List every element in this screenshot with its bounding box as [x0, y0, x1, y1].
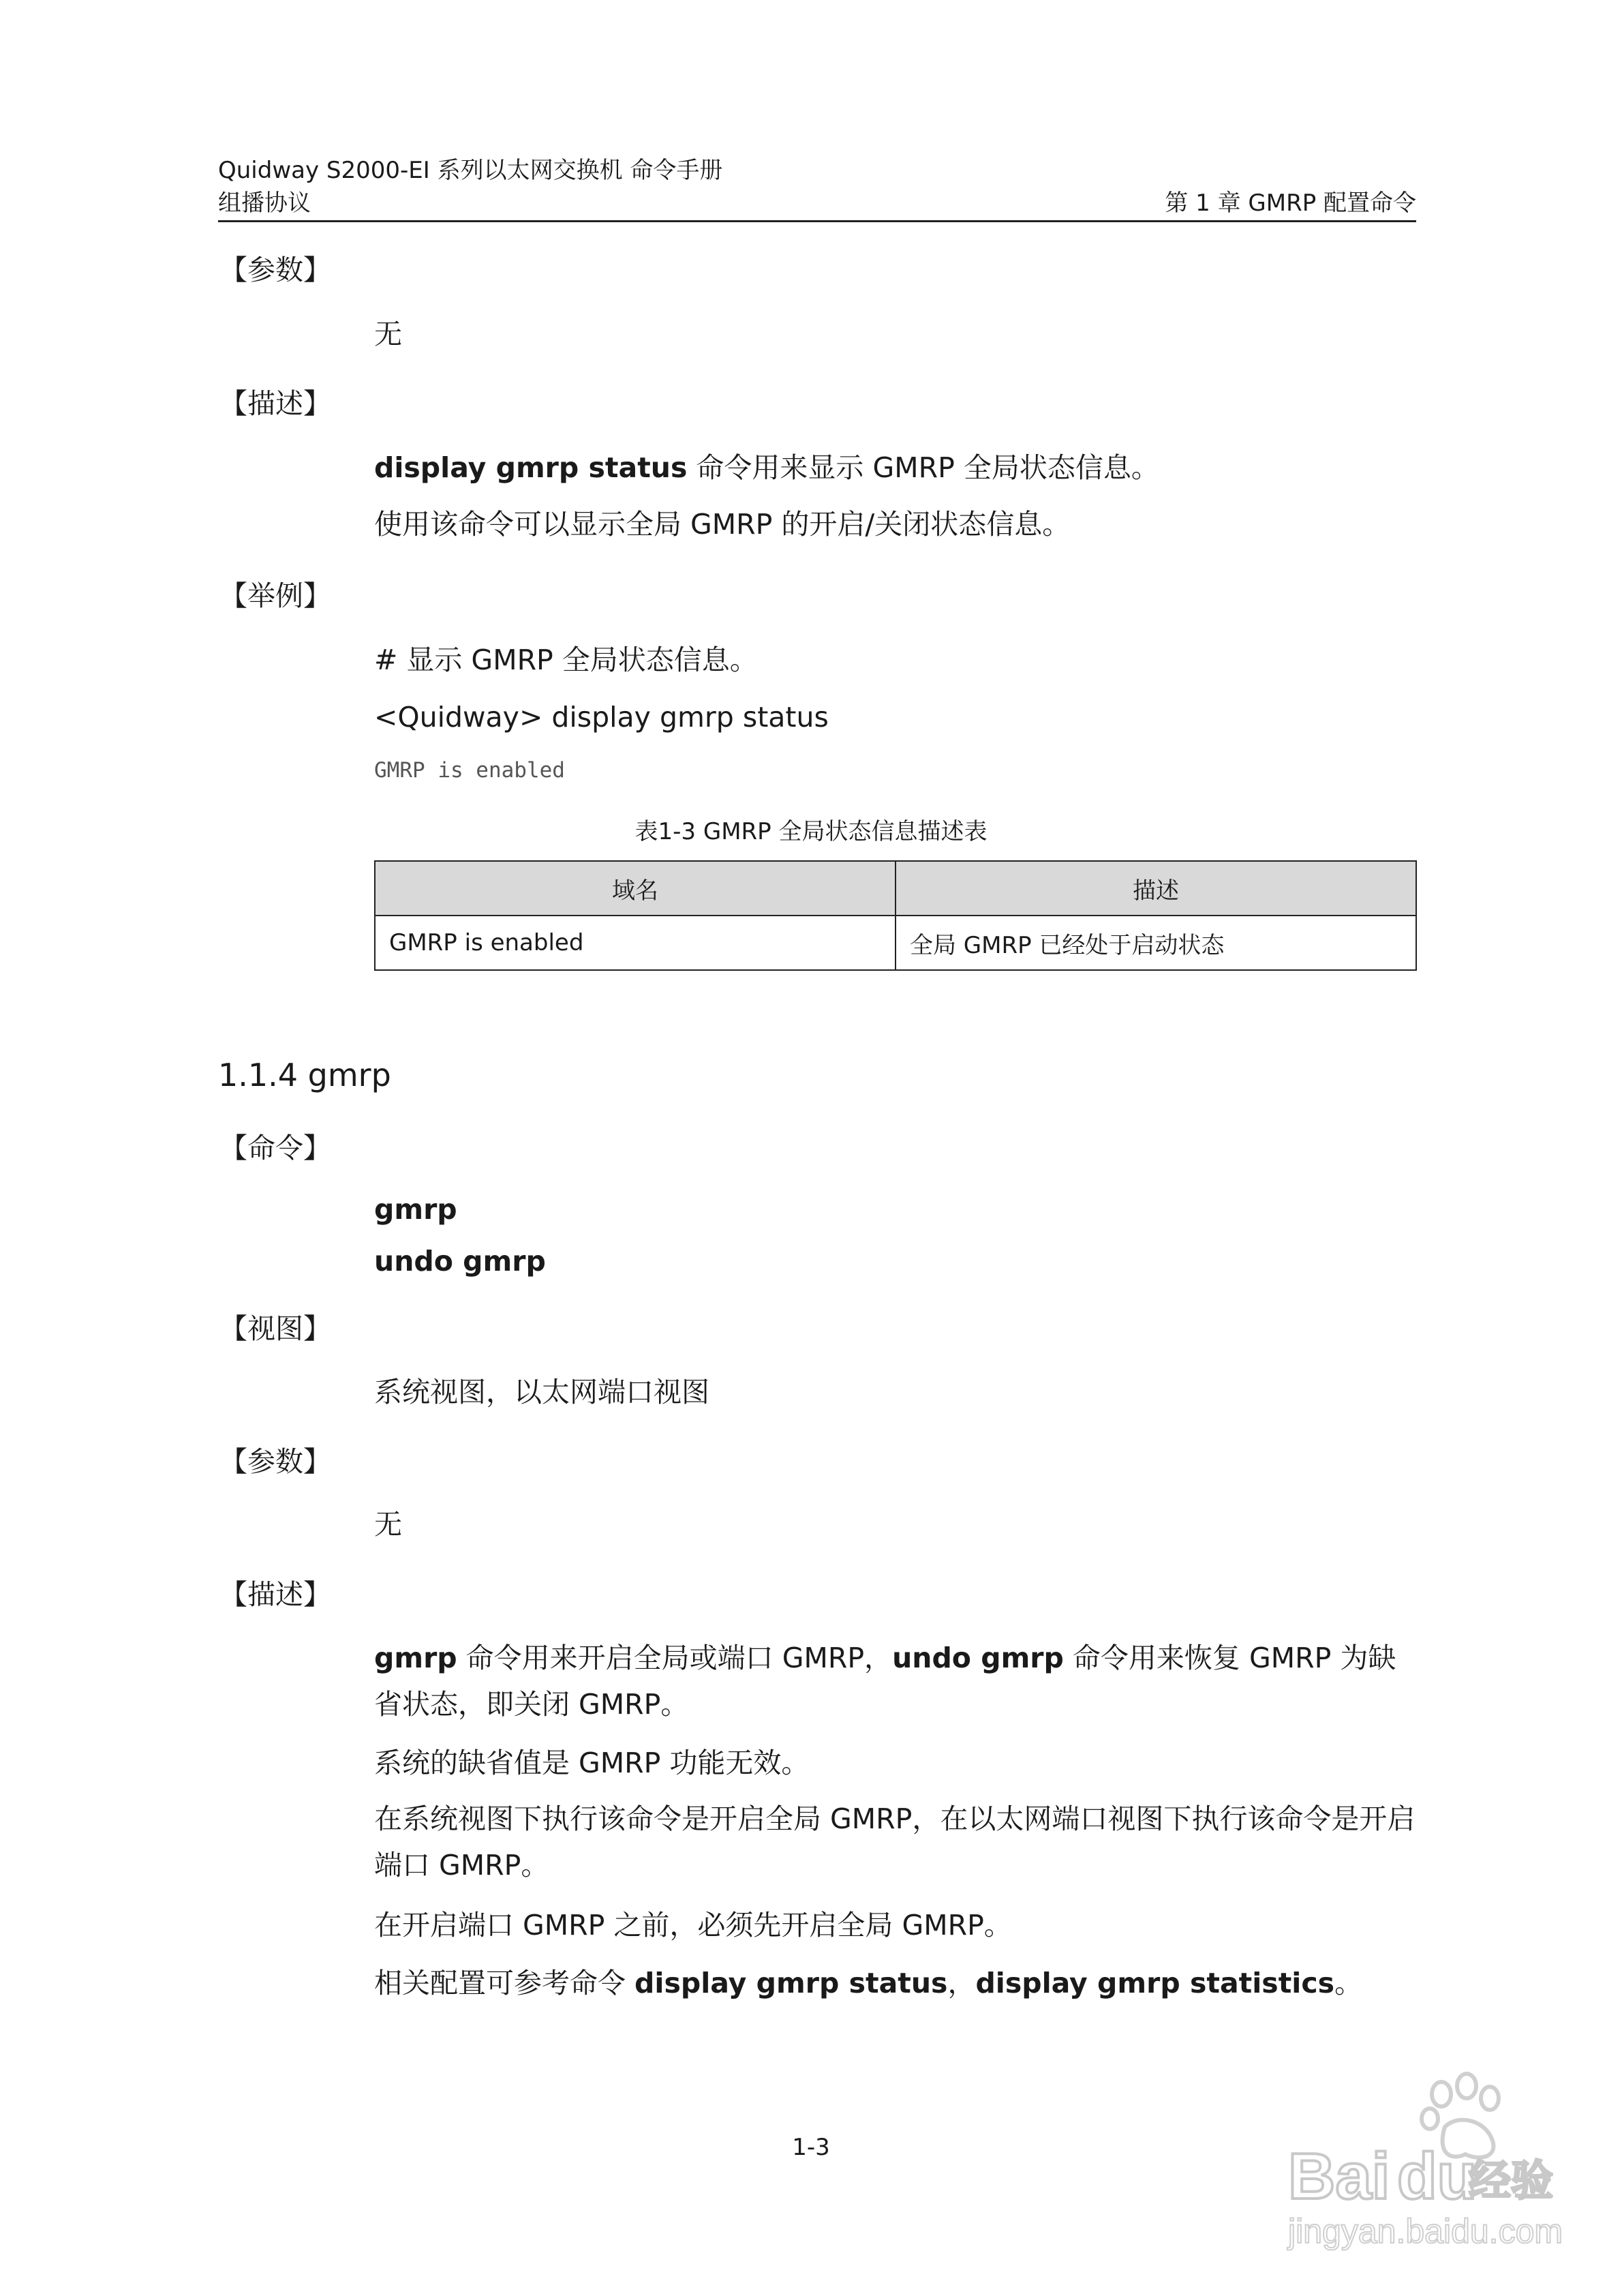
cmd-label: 【命令】 — [219, 1132, 331, 1164]
desc-p1-cmd-gmrp: gmrp — [374, 1642, 457, 1674]
desc-paragraph-1 — [374, 1635, 1417, 1727]
view-label: 【视图】 — [219, 1312, 331, 1345]
desc-p5-cmd-statistics: display gmrp statistics — [975, 1967, 1335, 1999]
desc-line-2: 使用该命令可以显示全局 GMRP 的开启/关闭状态信息。 — [374, 508, 1071, 541]
table-header-row — [375, 861, 1416, 916]
desc-p5-end: 。 — [1334, 1967, 1363, 1999]
status-table — [374, 860, 1417, 971]
desc-p1-cmd-undo: undo gmrp — [892, 1642, 1064, 1674]
doc-title: Quidway S2000-EI 系列以太网交换机 命令手册 — [218, 157, 723, 184]
desc-p5-text: 相关配置可参考命令 — [374, 1967, 635, 1999]
header-rule — [218, 220, 1416, 222]
desc-command: display gmrp status — [374, 451, 688, 484]
table-caption: 表1-3 GMRP 全局状态信息描述表 — [634, 818, 988, 845]
desc-p5-cmd-status: display gmrp status — [634, 1967, 948, 1999]
desc-label-2: 【描述】 — [219, 1578, 331, 1611]
example-command: <Quidway> display gmrp status — [374, 701, 829, 734]
baidu-watermark-logo — [1281, 2059, 1563, 2256]
params-value-2: 无 — [374, 1508, 402, 1541]
desc-p1-text-2: 命令用来恢复 GMRP 为缺省状态，即关闭 GMRP。 — [374, 1642, 1396, 1721]
desc-p1-text-1: 命令用来开启全局或端口 GMRP， — [457, 1642, 893, 1674]
table-cell-description: 全局 GMRP 已经处于启动状态 — [896, 916, 1416, 970]
example-label: 【举例】 — [219, 579, 331, 612]
table-row — [375, 916, 1416, 970]
svg-text:Bai: Bai — [1288, 2140, 1390, 2213]
table-header-description: 描述 — [896, 861, 1416, 916]
svg-text:du: du — [1397, 2140, 1478, 2213]
desc-p5-sep: ， — [947, 1967, 976, 1999]
svg-text:经验: 经验 — [1469, 2156, 1554, 2205]
view-value: 系统视图，以太网端口视图 — [374, 1376, 709, 1408]
page-number: 1-3 — [792, 2134, 830, 2161]
desc-paragraph-5 — [374, 1967, 1362, 1999]
example-comment: # 显示 GMRP 全局状态信息。 — [374, 644, 758, 676]
desc-paragraph-3: 在系统视图下执行该命令是开启全局 GMRP，在以太网端口视图下执行该命令是开启端口 GMRP。 — [374, 1802, 1416, 1882]
svg-text:jingyan.baidu.com: jingyan.baidu.com — [1288, 2212, 1563, 2250]
table-header-field: 域名 — [375, 861, 896, 916]
params-label: 【参数】 — [219, 254, 331, 286]
section-heading: 1.1.4 gmrp — [218, 1057, 391, 1093]
desc-paragraph-2: 系统的缺省值是 GMRP 功能无效。 — [374, 1747, 810, 1779]
desc-line-1 — [374, 451, 1159, 484]
cmd-undo-gmrp: undo gmrp — [374, 1245, 546, 1278]
cmd-gmrp: gmrp — [374, 1193, 457, 1226]
doc-subtitle: 组播协议 — [218, 190, 311, 217]
params-value: 无 — [374, 318, 402, 350]
example-output: GMRP is enabled — [374, 758, 565, 783]
desc-paragraph-4: 在开启端口 GMRP 之前，必须先开启全局 GMRP。 — [374, 1909, 1012, 1942]
table-cell-field: GMRP is enabled — [375, 916, 896, 970]
desc-line-1-text: 命令用来显示 GMRP 全局状态信息。 — [687, 451, 1159, 484]
params-label-2: 【参数】 — [219, 1445, 331, 1478]
chapter-title: 第 1 章 GMRP 配置命令 — [1165, 190, 1416, 217]
desc-label: 【描述】 — [219, 387, 331, 420]
